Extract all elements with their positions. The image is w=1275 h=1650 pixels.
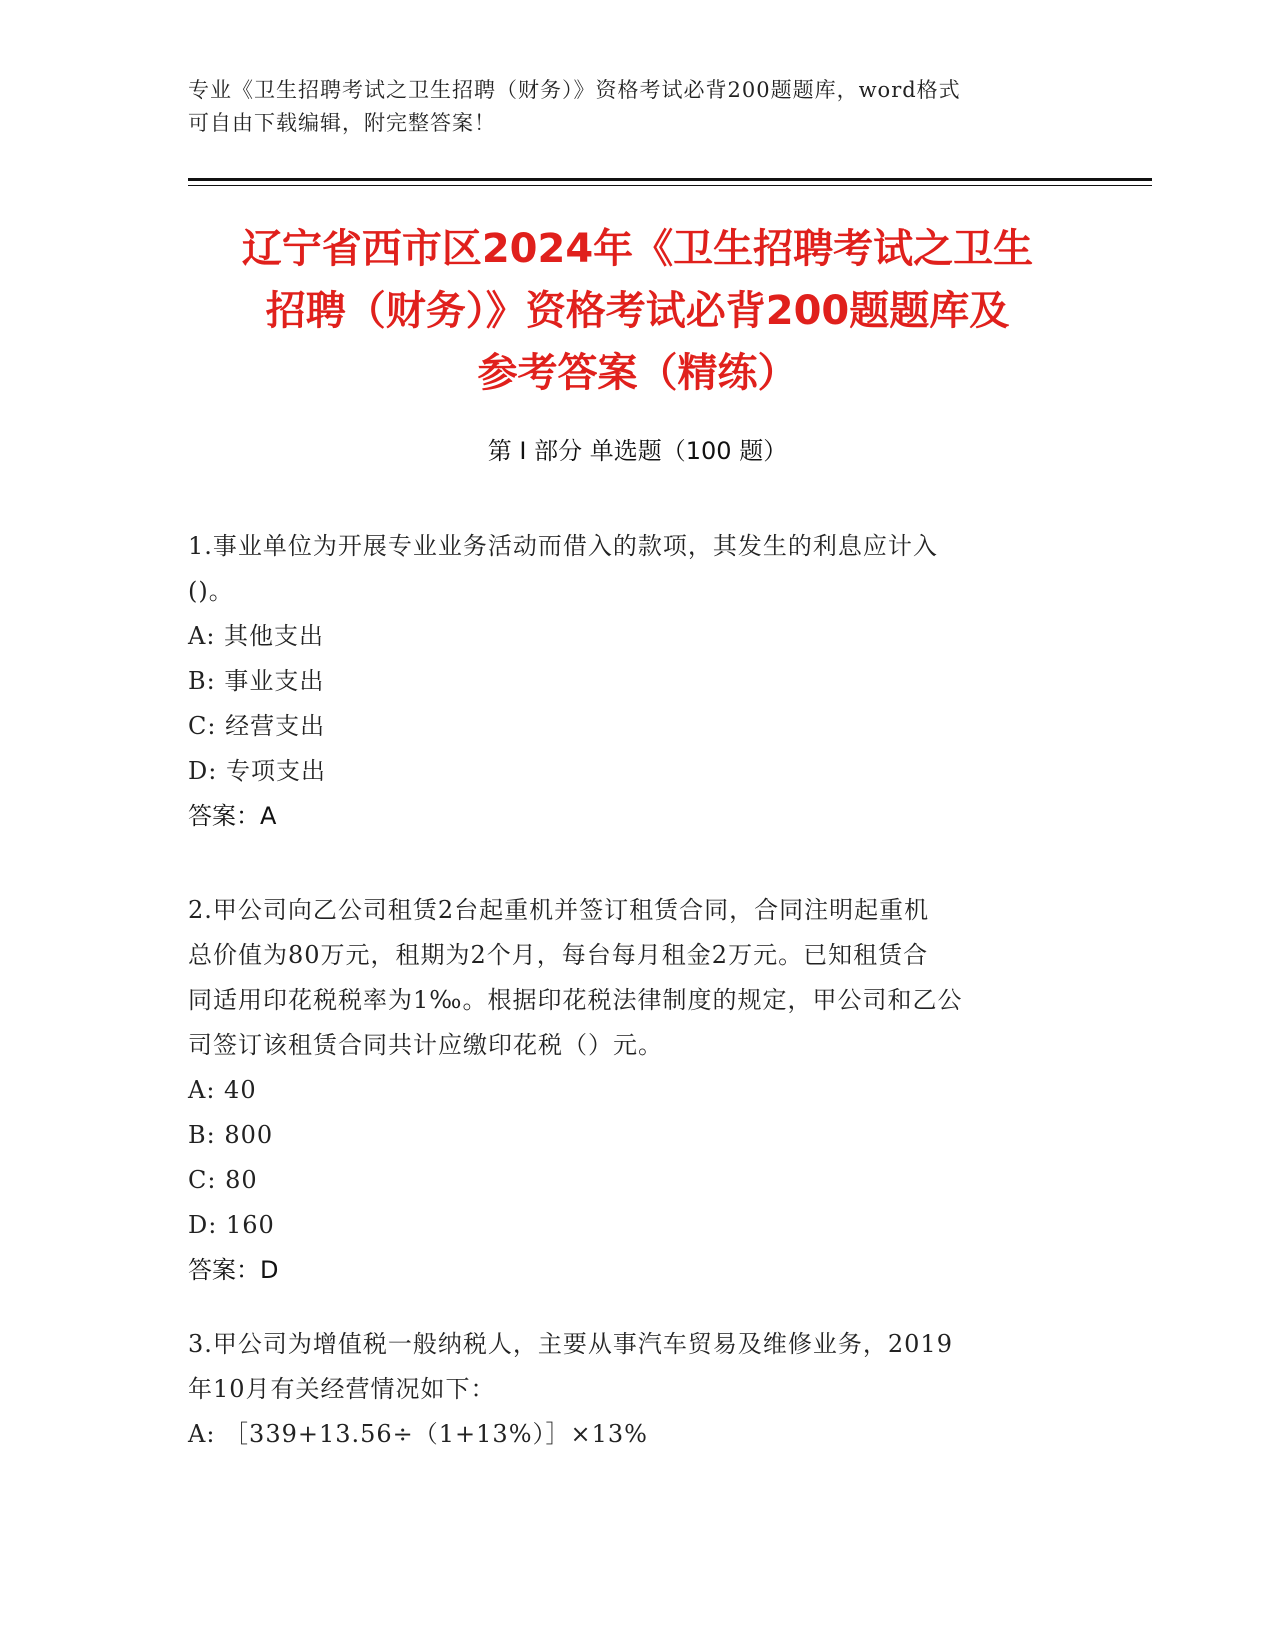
title-line-2: 招聘（财务）》资格考试必背200题题库及 bbox=[265, 288, 1010, 334]
question-stem-line: 司签订该租赁合同共计应缴印花税（）元。 bbox=[188, 1031, 663, 1059]
option-b: B: 800 bbox=[188, 1121, 274, 1149]
question-2 bbox=[188, 888, 1088, 1293]
answer-label: 答案：D bbox=[188, 1256, 279, 1284]
question-3 bbox=[188, 1322, 1088, 1457]
option-d: D: 160 bbox=[188, 1211, 275, 1239]
header-divider-thick bbox=[188, 178, 1152, 181]
option-c: C: 经营支出 bbox=[188, 712, 326, 740]
question-stem-line: 同适用印花税税率为1‰。根据印花税法律制度的规定，甲公司和乙公 bbox=[188, 986, 963, 1014]
question-1 bbox=[188, 524, 1088, 839]
header-note-line-1: 专业《卫生招聘考试之卫生招聘（财务）》资格考试必背200题题库，word格式 bbox=[188, 78, 961, 102]
option-a: A: ［339+13.56÷（1+13%）］×13% bbox=[188, 1420, 648, 1448]
question-stem-line: 2.甲公司向乙公司租赁2台起重机并签订租赁合同，合同注明起重机 bbox=[188, 896, 930, 924]
title-line-1: 辽宁省西市区2024年《卫生招聘考试之卫生 bbox=[241, 226, 1034, 272]
document-title bbox=[170, 218, 1105, 404]
option-c: C: 80 bbox=[188, 1166, 258, 1194]
answer-label: 答案：A bbox=[188, 802, 277, 830]
question-stem-line: 总价值为80万元，租期为2个月，每台每月租金2万元。已知租赁合 bbox=[188, 941, 929, 969]
option-d: D: 专项支出 bbox=[188, 757, 326, 785]
header-divider-thin bbox=[188, 185, 1152, 186]
header-note-line-2: 可自由下载编辑，附完整答案！ bbox=[188, 111, 496, 135]
question-stem-line: 1.事业单位为开展专业业务活动而借入的款项，其发生的利息应计入 bbox=[188, 532, 938, 560]
title-line-3: 参考答案（精练） bbox=[477, 350, 798, 396]
question-stem-line: 3.甲公司为增值税一般纳税人，主要从事汽车贸易及维修业务，2019 bbox=[188, 1330, 953, 1358]
question-stem-line: ()。 bbox=[188, 577, 234, 605]
question-stem-line: 年10月有关经营情况如下： bbox=[188, 1375, 496, 1403]
option-a: A: 其他支出 bbox=[188, 622, 325, 650]
option-a: A: 40 bbox=[188, 1076, 257, 1104]
section-heading: 第 I 部分 单选题（100 题） bbox=[487, 437, 788, 465]
option-b: B: 事业支出 bbox=[188, 667, 325, 695]
header-note bbox=[188, 74, 1068, 140]
